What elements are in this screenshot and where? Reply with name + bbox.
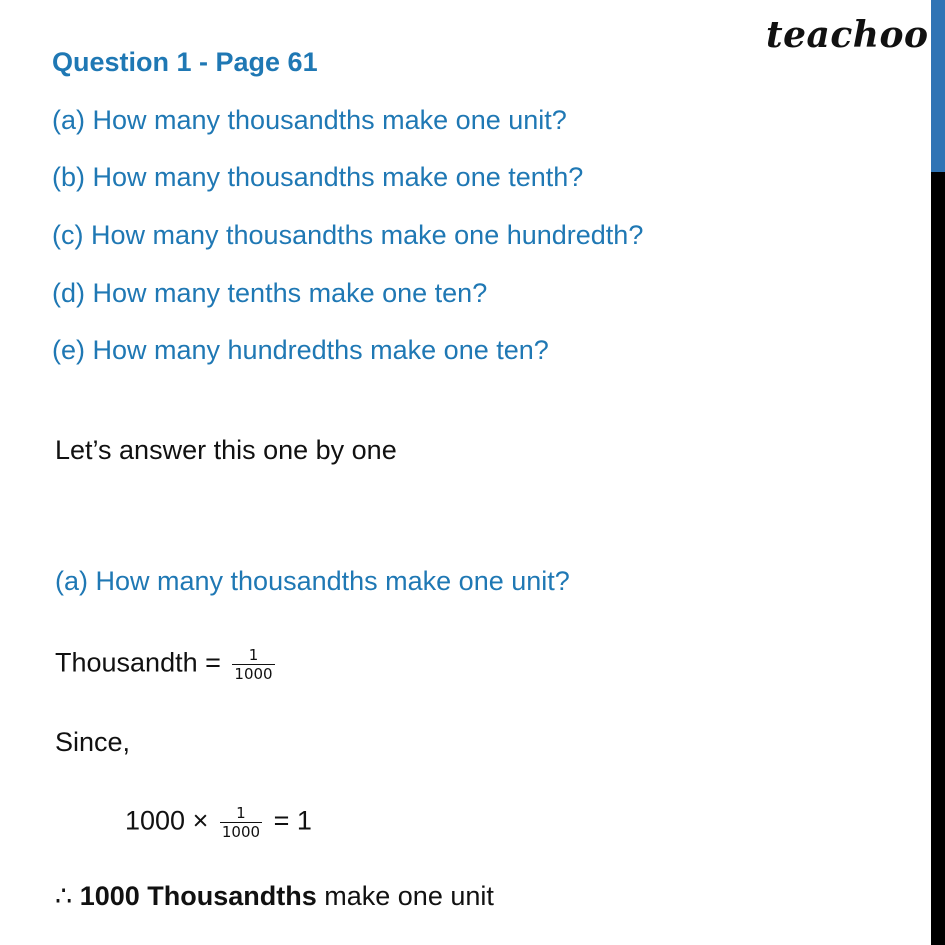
conclusion-rest: make one unit (316, 881, 494, 911)
calculation-line (125, 804, 312, 841)
part-a-heading: (a) How many thousandths make one unit? (55, 566, 570, 596)
teachoo-logo: teachoo (766, 14, 929, 56)
fraction-numerator: 1 (220, 804, 262, 823)
thousandth-label: Thousandth = (55, 647, 221, 678)
conclusion-line (55, 880, 494, 912)
question-part-d: (d) How many tenths make one ten? (52, 278, 488, 308)
fraction-one-thousandth-calc (220, 804, 262, 841)
conclusion-bold: 1000 Thousandths (79, 881, 317, 911)
thousandth-definition (55, 646, 279, 683)
fraction-one-thousandth (232, 646, 274, 683)
fraction-numerator: 1 (232, 646, 274, 665)
calc-right: = 1 (273, 805, 312, 836)
fraction-denominator: 1000 (221, 823, 261, 841)
calc-left: 1000 × (125, 805, 209, 836)
scrollbar-thumb[interactable] (931, 0, 945, 172)
question-part-c: (c) How many thousandths make one hundredth? (52, 220, 644, 250)
therefore-symbol: ∴ (55, 881, 73, 911)
fraction-denominator: 1000 (234, 665, 273, 683)
intro-text: Let’s answer this one by one (55, 435, 397, 465)
question-part-a: (a) How many thousandths make one unit? (52, 105, 567, 135)
since-text: Since, (55, 727, 131, 757)
question-part-e: (e) How many hundredths make one ten? (52, 335, 549, 365)
question-title: Question 1 - Page 61 (52, 47, 318, 77)
question-part-b: (b) How many thousandths make one tenth? (52, 162, 584, 192)
